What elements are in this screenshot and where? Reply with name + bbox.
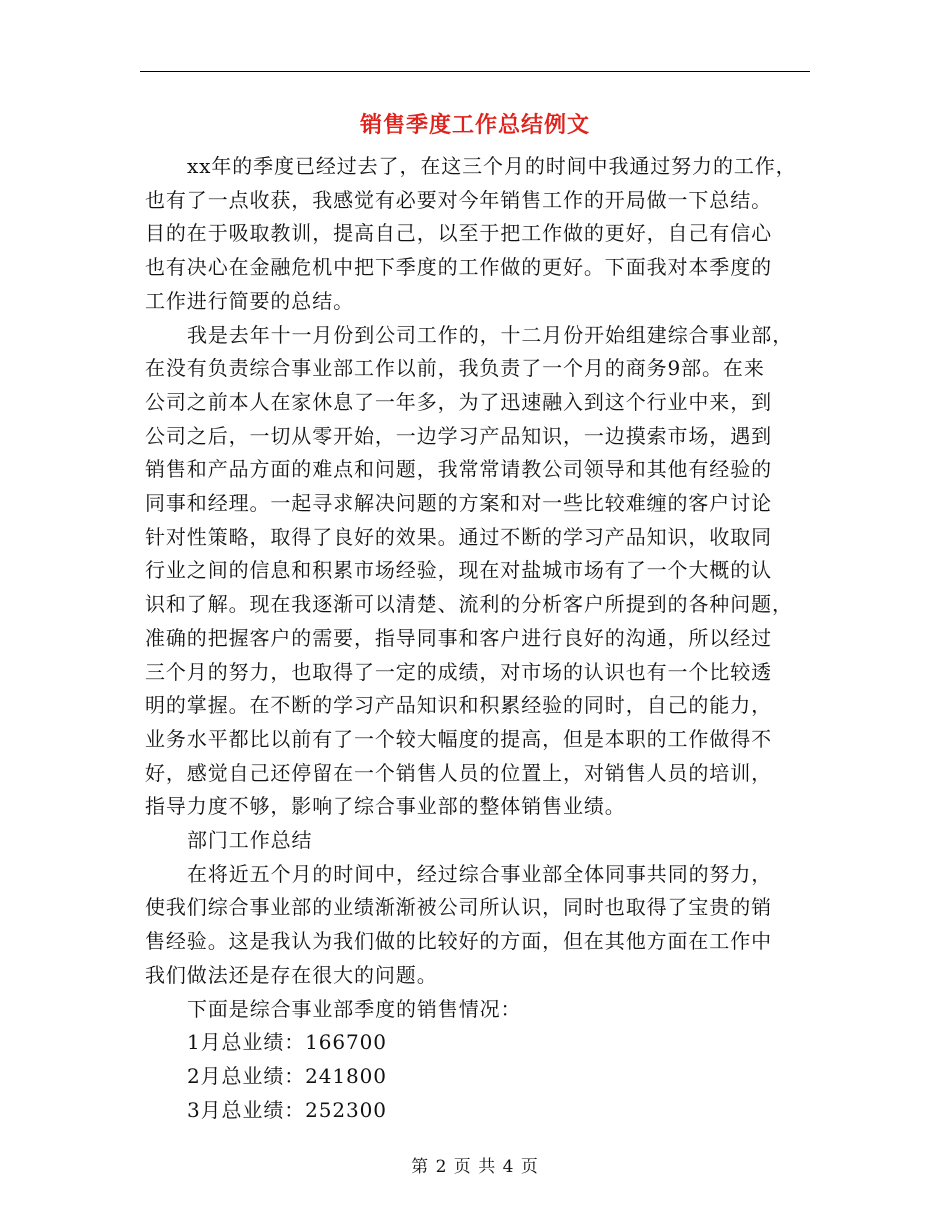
text-line: 下面是综合事业部季度的销售情况： bbox=[187, 996, 522, 1021]
text-line: 使我们综合事业部的业绩渐渐被公司所认识，同时也取得了宝贵的销 bbox=[145, 895, 772, 920]
text-line: 在将近五个月的时间中，经过综合事业部全体同事共同的努力， bbox=[187, 861, 773, 886]
paragraph-1 bbox=[145, 150, 815, 319]
text-line: 部门工作总结 bbox=[187, 828, 313, 853]
text-line: 明的掌握。在不断的学习产品知识和积累经验的同时，自己的能力， bbox=[145, 693, 772, 718]
text-line: 3月总业绩：252300 bbox=[187, 1097, 387, 1122]
text-line: 我们做法还是存在很大的问题。 bbox=[145, 962, 438, 987]
text-line: 目的在于吸取教训，提高自己，以至于把工作做的更好，自己有信心 bbox=[145, 221, 772, 246]
sales-january bbox=[145, 1026, 815, 1060]
text-line: 准确的把握客户的需要，指导同事和客户进行良好的沟通，所以经过 bbox=[145, 625, 772, 650]
text-line: 售经验。这是我认为我们做的比较好的方面，但在其他方面在工作中 bbox=[145, 929, 772, 954]
paragraph-3 bbox=[145, 858, 815, 993]
header-rule bbox=[140, 71, 810, 72]
document-body bbox=[145, 150, 815, 1127]
text-line: 公司之前本人在家休息了一年多，为了迅速融入到这个行业中来，到 bbox=[145, 389, 772, 414]
text-line: 业务水平都比以前有了一个较大幅度的提高，但是本职的工作做得不 bbox=[145, 726, 772, 751]
text-line: 销售和产品方面的难点和问题，我常常请教公司领导和其他有经验的 bbox=[145, 457, 772, 482]
text-line: 针对性策略，取得了良好的效果。通过不断的学习产品知识，收取同 bbox=[145, 524, 772, 549]
text-line: 1月总业绩：166700 bbox=[187, 1030, 387, 1055]
page-number-footer: 第 2 页 共 4 页 bbox=[411, 1157, 539, 1177]
sales-february bbox=[145, 1060, 815, 1094]
text-line: 2月总业绩：241800 bbox=[187, 1063, 387, 1088]
text-line: 识和了解。现在我逐渐可以清楚、流利的分析客户所提到的各种问题， bbox=[145, 592, 793, 617]
text-line: 行业之间的信息和积累市场经验，现在对盐城市场有了一个大概的认 bbox=[145, 558, 772, 583]
text-line: xx年的季度已经过去了，在这三个月的时间中我通过努力的工作， bbox=[187, 154, 797, 178]
paragraph-4 bbox=[145, 993, 815, 1027]
text-line: 也有了一点收获，我感觉有必要对今年销售工作的开局做一下总结。 bbox=[145, 187, 772, 212]
text-line: 在没有负责综合事业部工作以前，我负责了一个月的商务9部。在来 bbox=[145, 356, 765, 381]
text-line: 工作进行简要的总结。 bbox=[145, 288, 354, 313]
text-line: 指导力度不够，影响了综合事业部的整体销售业绩。 bbox=[145, 794, 626, 819]
section-heading bbox=[145, 824, 815, 858]
text-line: 我是去年十一月份到公司工作的，十二月份开始组建综合事业部， bbox=[187, 322, 794, 347]
text-line: 三个月的努力，也取得了一定的成绩，对市场的认识也有一个比较透 bbox=[145, 659, 772, 684]
document-title: 销售季度工作总结例文 bbox=[359, 113, 590, 138]
sales-march bbox=[145, 1094, 815, 1128]
paragraph-2 bbox=[145, 319, 815, 825]
text-line: 也有决心在金融危机中把下季度的工作做的更好。下面我对本季度的 bbox=[145, 255, 772, 280]
text-line: 公司之后，一切从零开始，一边学习产品知识，一边摸索市场，遇到 bbox=[145, 423, 772, 448]
text-line: 同事和经理。一起寻求解决问题的方案和对一些比较难缠的客户讨论 bbox=[145, 491, 772, 516]
text-line: 好，感觉自己还停留在一个销售人员的位置上，对销售人员的培训， bbox=[145, 760, 772, 785]
